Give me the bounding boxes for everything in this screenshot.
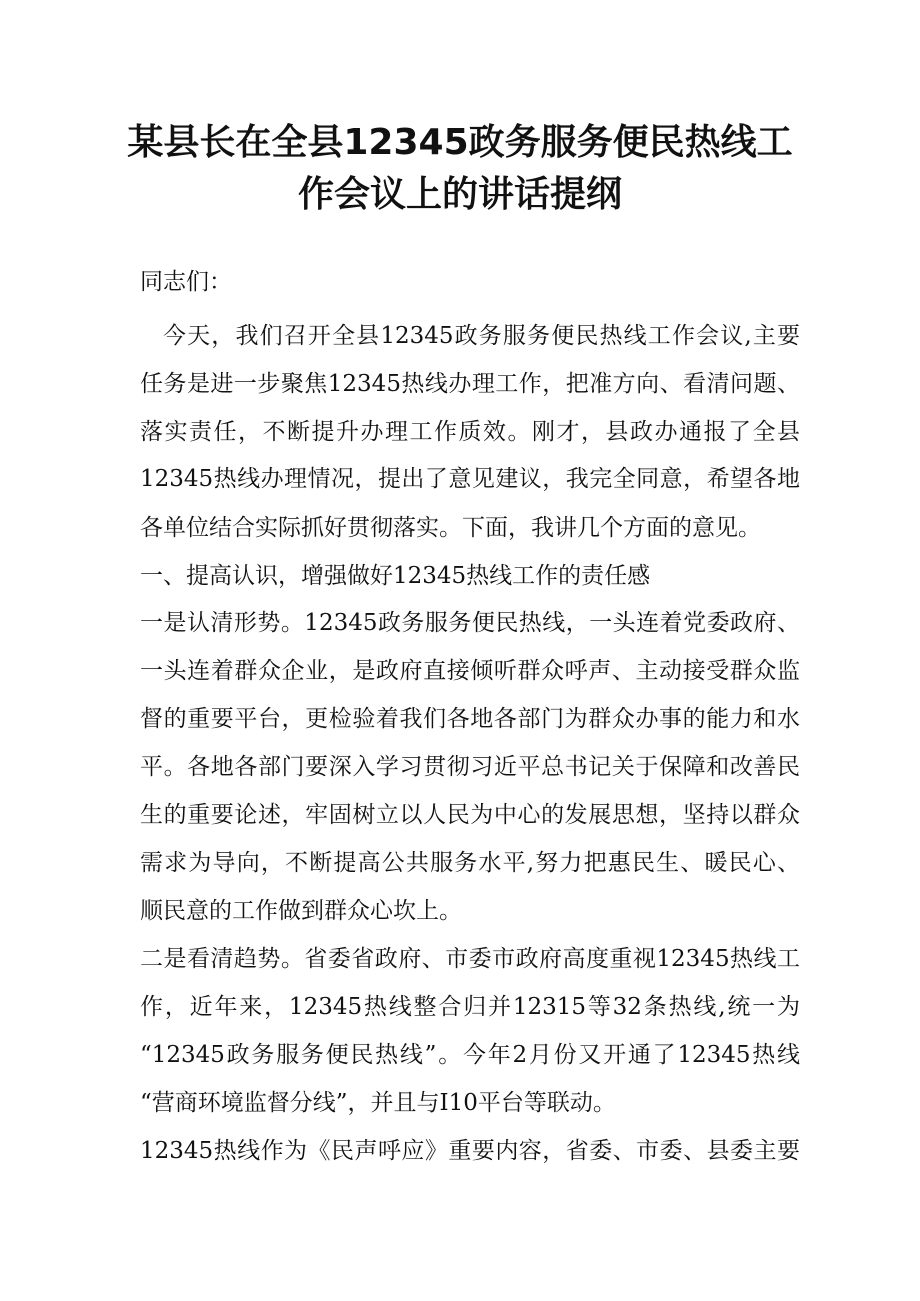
body-text-line: 12345热线办理情况，提出了意见建议，我完全同意，希望各地	[140, 466, 800, 492]
body-text-line: 一、提高认识，增强做好12345热线工作的责任感	[140, 563, 651, 589]
body-text-line: 任务是进一步聚焦12345热线办理工作，把准方向、看清问题、	[140, 371, 800, 397]
body-text-line: 一头连着群众企业，是政府直接倾听群众呼声、主动接受群众监	[140, 658, 800, 684]
body-text-line: 二是看清趋势。省委省政府、市委市政府高度重视12345热线工	[140, 946, 800, 972]
body-text-line: 同志们：	[140, 269, 232, 295]
document-title-line-2: 作会议上的讲话提纲	[297, 174, 622, 215]
body-text-line: 一是认清形势。12345政务服务便民热线，一头连着党委政府、	[140, 610, 800, 636]
body-text-line: “12345政务服务便民热线”。今年2月份又开通了12345热线	[140, 1042, 800, 1068]
body-text-line: 12345热线作为《民声呼应》重要内容，省委、市委、县委主要	[140, 1138, 800, 1164]
body-text-line: 平。各地各部门要深入学习贯彻习近平总书记关于保障和改善民	[140, 754, 800, 780]
body-text-line: 顺民意的工作做到群众心坎上。	[140, 898, 462, 924]
document-title-line-1: 某县长在全县12345政务服务便民热线工	[127, 122, 793, 163]
body-text-line: 督的重要平台，更检验着我们各地各部门为群众办事的能力和水	[140, 706, 800, 732]
body-text-line: 需求为导向，不断提高公共服务水平,努力把惠民生、暖民心、	[140, 850, 800, 876]
body-text-line: “营商环境监督分线”，并且与I10平台等联动。	[140, 1090, 616, 1116]
body-text-line: 今天，我们召开全县12345政务服务便民热线工作会议,主要	[163, 323, 800, 349]
body-text-line: 作，近年来，12345热线整合归并12315等32条热线,统一为	[140, 994, 800, 1020]
body-text-line: 各单位结合实际抓好贯彻落实。下面，我讲几个方面的意见。	[140, 515, 761, 541]
body-text-line: 生的重要论述，牢固树立以人民为中心的发展思想，坚持以群众	[140, 802, 800, 828]
body-text-line: 落实责任，不断提升办理工作质效。刚才，县政办通报了全县	[140, 419, 800, 445]
